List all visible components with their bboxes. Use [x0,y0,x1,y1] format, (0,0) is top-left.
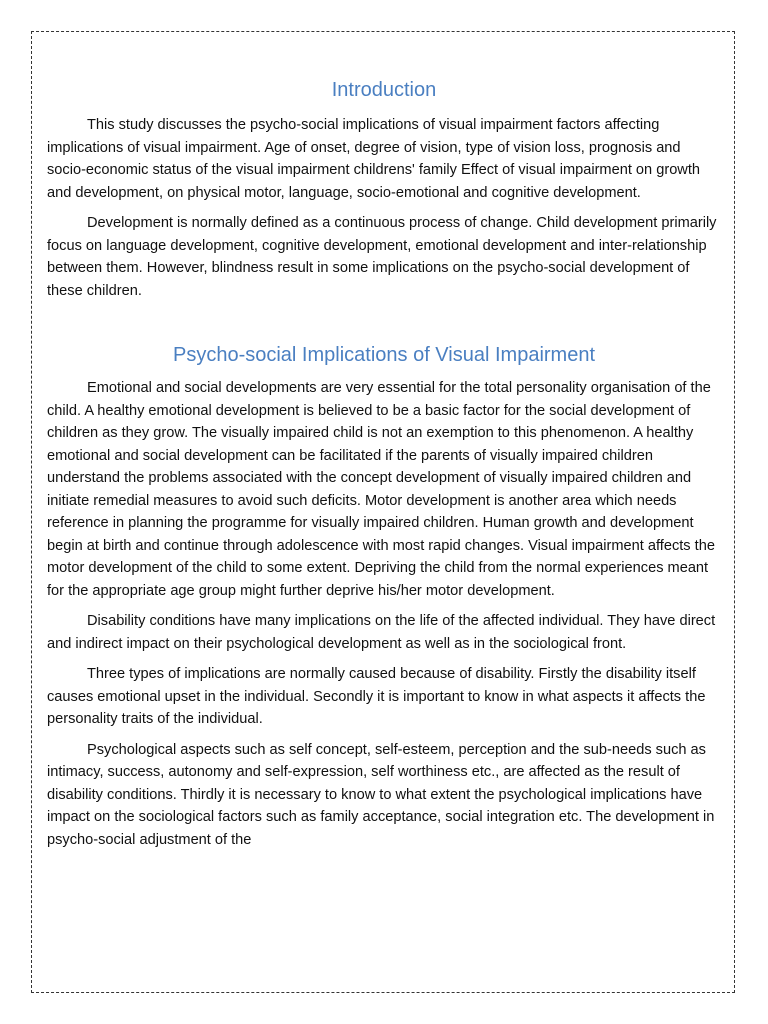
document-body [47,72,721,859]
psycho-social-paragraph-4: Psychological aspects such as self concept, self-esteem, perception and the sub-needs such as intimacy, success, autonomy and self-expression, self worthiness etc., are affected as the result of disability conditions. Thirdly it is necessary to know to what extent the psychological implications have impact on the sociological factors such as family acceptance, social integration etc. The development in psycho-social adjustment of the [47,741,715,848]
introduction-heading: Introduction [331,79,437,101]
psycho-social-heading: Psycho-social Implications of Visual Impairment [172,344,596,366]
psycho-social-paragraph-3: Three types of implications are normally caused because of disability. Firstly the disability itself causes emotional upset in the individual. Secondly it is important to know in what aspects it affects the personality traits of the individual. [47,666,706,727]
intro-paragraph-2: Development is normally defined as a continuous process of change. Child development primarily focus on language development, cognitive development, emotional development and inter-relationship between them. However, blindness result in some implications on the psycho-social development of these children. [47,215,717,299]
intro-paragraph-1: This study discusses the psycho-social implications of visual impairment factors affecting implications of visual impairment. Age of onset, degree of vision, type of vision loss, prognosis and socio-economic status of the visual impairment childrens' family Effect of visual impairment on growth and development, on physical motor, language, socio-emotional and cognitive development. [47,117,701,201]
psycho-social-paragraph-1: Emotional and social developments are very essential for the total personality organisation of the child. A healthy emotional development is believed to be a basic factor for the social development of children as they grow. The visually impaired child is not an exemption to this phenomenon. A healthy emotional and social development can be facilitated if the parents of visually impaired children understand the problems associated with the concept development of visually impaired children and initiate remedial measures to avoid such deficits. Motor development is another area which needs reference in planning the programme for visually impaired children. Human growth and development begin at birth and continue through adolescence with most rapid changes. Visual impairment affects the motor development of the child to some extent. Depriving the child from the normal experiences meant for the appropriate age group might further deprive his/her motor development. [47,380,715,599]
section-gap [47,310,721,337]
psycho-social-paragraph-2: Disability conditions have many implications on the life of the affected individual. They have direct and indirect impact on their psychological development as well as in the sociological front. [47,613,716,652]
